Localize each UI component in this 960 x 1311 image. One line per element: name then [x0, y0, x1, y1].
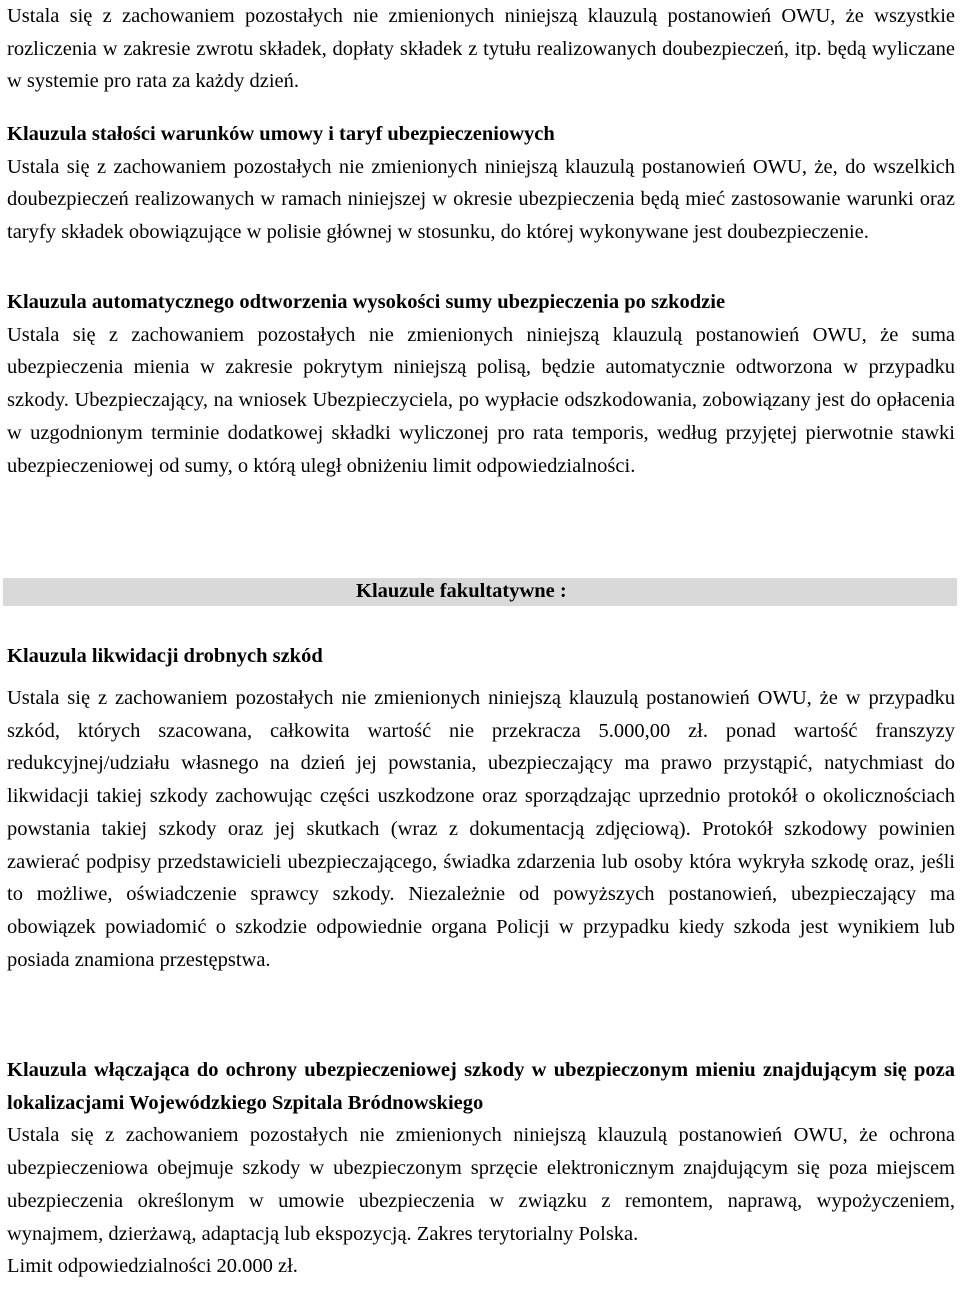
clause-stalosci-section — [7, 118, 955, 249]
clause-wlaczajaca-title: Klauzula włączająca do ochrony ubezpieczeniowej szkody w ubezpieczonym mieniu znajdującym się poza lokalizacjami Wojewódzkiego Szpitala Bródnowskiego — [7, 1059, 955, 1114]
intro-section — [7, 0, 955, 98]
clause-likwidacji-text: Ustala się z zachowaniem pozostałych nie zmienionych niniejszą klauzulą postanowień OWU, że w przypadku szkód, których szacowana, całkowita wartość nie przekracza 5.000,00 zł. ponad wartość franszyzy redukcyjnej/udziału własnego na dzień jej powstania, ubezpieczający ma prawo przystąpić, natychmiast do likwidacji takiej szkody zachowując części uszkodzone oraz sporządzając uprzednio protokół o okolicznościach powstania takiej szkody oraz jej skutkach (wraz z dokumentacją zdjęciową). Protokół szkodowy powinien zawierać podpisy przedstawicieli ubezpieczającego, świadka zdarzenia lub osoby która wykryła szkodę oraz, jeśli to możliwe, oświadczenie sprawcy szkody. Niezależnie od powyższych postanowień, ubezpieczający ma obowiązek powiadomić o szkodzie odpowiednie organa Policji w przypadku kiedy szkoda jest wynikiem lub posiada znamiona przestępstwa. — [7, 687, 955, 971]
clause-stalosci-text: Ustala się z zachowaniem pozostałych nie zmienionych niniejszą klauzulą postanowień OWU, że, do wszelkich doubezpieczeń realizowanych w ramach niniejszej w okresie ubezpieczenia będą mieć zastosowanie warunki oraz taryfy składek obowiązujące w polisie głównej w stosunku, do której wykonywane jest doubezpieczenie. — [7, 155, 955, 244]
clause-likwidacji-title: Klauzula likwidacji drobnych szkód — [7, 645, 323, 667]
clause-stalosci-title: Klauzula stałości warunków umowy i taryf ubezpieczeniowych — [7, 123, 555, 145]
clause-wlaczajaca-limit: Limit odpowiedzialności 20.000 zł. — [7, 1255, 298, 1278]
clause-wlaczajaca-section — [7, 1054, 955, 1283]
clause-wlaczajaca-text: Ustala się z zachowaniem pozostałych nie zmienionych niniejszą klauzulą postanowień OWU, że ochrona ubezpieczeniowa obejmuje szkody w ubezpieczonym sprzęcie elektronicznym znajdującym się poza miejscem ubezpieczenia określonym w umowie ubezpieczenia w związku z remontem, naprawą, wypożyczeniem, wynajmem, dzierżawą, adaptacją lub ekspozycją. Zakres terytorialny Polska. — [7, 1124, 955, 1245]
clause-odtworzenia-title: Klauzula automatycznego odtworzenia wysokości sumy ubezpieczenia po szkodzie — [7, 291, 726, 313]
clause-likwidacji-body — [7, 682, 955, 976]
section-band-title: Klauzule fakultatywne : — [356, 580, 567, 602]
intro-text: Ustala się z zachowaniem pozostałych nie zmienionych niniejszą klauzulą postanowień OWU, że wszystkie rozliczenia w zakresie zwrotu składek, dopłaty składek z tytułu realizowanych doubezpieczeń, itp. będą wyliczane w systemie pro rata za każdy dzień. — [7, 5, 955, 93]
clause-odtworzenia-section — [7, 286, 955, 482]
clause-likwidacji-section — [7, 640, 955, 673]
clause-odtworzenia-text: Ustala się z zachowaniem pozostałych nie zmienionych niniejszą klauzulą postanowień OWU, że suma ubezpieczenia mienia w zakresie pokrytym niniejszą polisą, będzie automatycznie odtworzona w przypadku szkody. Ubezpieczający, na wniosek Ubezpieczyciela, po wypłacie odszkodowania, zobowiązany jest do opłacenia w uzgodnionym terminie dodatkowej składki wyliczonej pro rata temporis, według przyjętej pierwotnie stawki ubezpieczeniowej od sumy, o którą uległ obniżeniu limit odpowiedzialności. — [7, 323, 955, 477]
